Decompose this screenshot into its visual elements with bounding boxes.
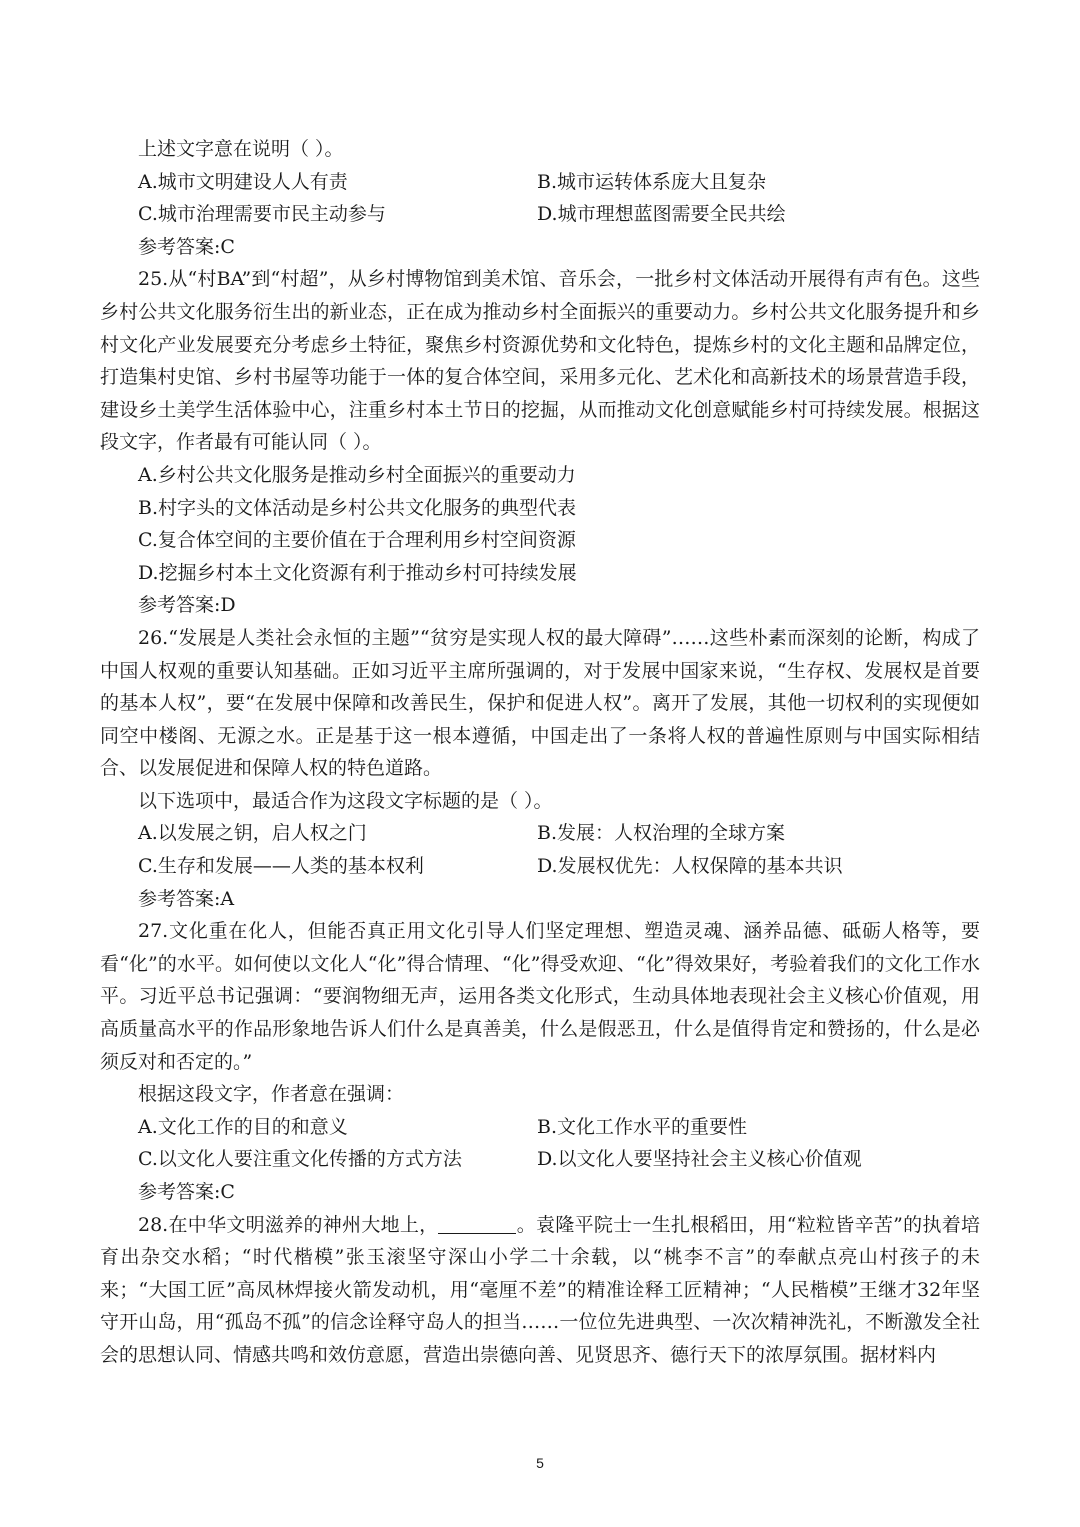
q26-options-row-2 [100,850,980,883]
q27-options-row-1 [100,1111,980,1144]
q25-option-b: B.村字头的文体活动是乡村公共文化服务的典型代表 [138,496,577,519]
q26-option-d: D.发展权优先：人权保障的基本共识 [537,855,843,878]
q25-text: 25.从“村BA”到“村超”，从乡村博物馆到美术馆、音乐会，一批乡村文体活动开展得有声有色。这些乡村公共文化服务衍生出的新业态，正在成为推动乡村全面振兴的重要动力。乡村公共文化服务提升和乡村文化产业发展要充分考虑乡土特征，聚焦乡村资源优势和文化特色，提炼乡村的文化主题和品牌定位，打造集村史馆、乡村书屋等功能于一体的复合体空间，采用多元化、艺术化和高新技术的场景营造手段，建设乡土美学生活体验中心，注重乡村本土节日的挖掘，从而推动文化创意赋能乡村可持续发展。根据这段文字，作者最有可能认同（ ）。 [100,268,980,454]
q25-option-d: D.挖掘乡村本土文化资源有利于推动乡村可持续发展 [138,561,577,584]
q26-stem: 以下选项中，最适合作为这段文字标题的是（ ）。 [138,789,553,812]
q24-answer: 参考答案:C [138,235,235,258]
q25-answer: 参考答案:D [138,594,236,617]
q24-option-d: D.城市理想蓝图需要全民共绘 [537,203,786,226]
q28-paragraph [100,1209,980,1372]
q27-option-a: A.文化工作的目的和意义 [138,1115,348,1138]
q26-option-c: C.生存和发展——人类的基本权利 [138,855,424,878]
q28-text: 。袁隆平院士一生扎根稻田，用“粒粒皆辛苦”的执着培育出杂交水稻；“时代楷模”张玉滚坚守深山小学二十余载，以“桃李不言”的奉献点亮山村孩子的未来；“大国工匠”高凤林焊接火箭发动机，用“毫厘不差”的精准诠释工匠精神；“人民楷模”王继才32年坚守开山岛，用“孤岛不孤”的信念诠释守岛人的担当……一位位先进典型、一次次精神洗礼，不断激发全社会的思想认同、情感共鸣和效仿意愿，营造出崇德向善、见贤思齐、德行天下的浓厚氛围。据材料内 [100,1213,981,1366]
fill-in-blank [438,1213,516,1234]
q26-option-b: B.发展：人权治理的全球方案 [537,822,786,845]
q26-text: 26.“发展是人类社会永恒的主题”“贫穷是实现人权的最大障碍”……这些朴素而深刻的论断，构成了中国人权观的重要认知基础。正如习近平主席所强调的，对于发展中国家来说，“生存权、发展权是首要的基本人权”，要“在发展中保障和改善民生，保护和促进人权”。离开了发展，其他一切权利的实现便如同空中楼阁、无源之水。正是基于这一根本遵循，中国走出了一条将人权的普遍性原则与中国实际相结合、以发展促进和保障人权的特色道路。 [100,626,980,780]
q24-option-b: B.城市运转体系庞大且复杂 [537,170,767,193]
q27-option-c: C.以文化人要注重文化传播的方式方法 [138,1148,462,1171]
q25-option-c: C.复合体空间的主要价值在于合理利用乡村空间资源 [138,529,576,552]
q24-stem: 上述文字意在说明（ ）。 [138,138,344,160]
page-number: 5 [536,1455,544,1471]
q26-answer: 参考答案:A [138,887,235,910]
q27-option-d: D.以文化人要坚持社会主义核心价值观 [537,1148,862,1171]
q27-answer: 参考答案:C [138,1181,235,1203]
q27-text: 27.文化重在化人，但能否真正用文化引导人们坚定理想、塑造灵魂、涵养品德、砥砺人格等，要看“化”的水平。如何使以文化人“化”得合情理、“化”得受欢迎、“化”得效果好，考验着我们的文化工作水平。习近平总书记强调：“要润物细无声，运用各类文化形式，生动具体地表现社会主义核心价值观，用高质量高水平的作品形象地告诉人们什么是真善美，什么是假恶丑，什么是值得肯定和赞扬的，什么是必须反对和否定的。” [100,920,980,1073]
q26-option-a: A.以发展之钥，启人权之门 [138,822,367,845]
q24-options-row-2 [100,198,980,231]
page-content [100,133,980,1372]
q26-options-row-1 [100,817,980,850]
q24-option-c: C.城市治理需要市民主动参与 [138,203,386,226]
q27-options-row-2 [100,1143,980,1176]
q25-option-a: A.乡村公共文化服务是推动乡村全面振兴的重要动力 [138,463,576,486]
q24-options-row-1 [100,166,980,199]
q24-option-a: A.城市文明建设人人有责 [138,170,348,193]
q27-option-b: B.文化工作水平的重要性 [537,1115,748,1138]
q28-prefix: 28.在中华文明滋养的神州大地上， [138,1213,439,1236]
q27-stem: 根据这段文字，作者意在强调： [138,1083,405,1106]
